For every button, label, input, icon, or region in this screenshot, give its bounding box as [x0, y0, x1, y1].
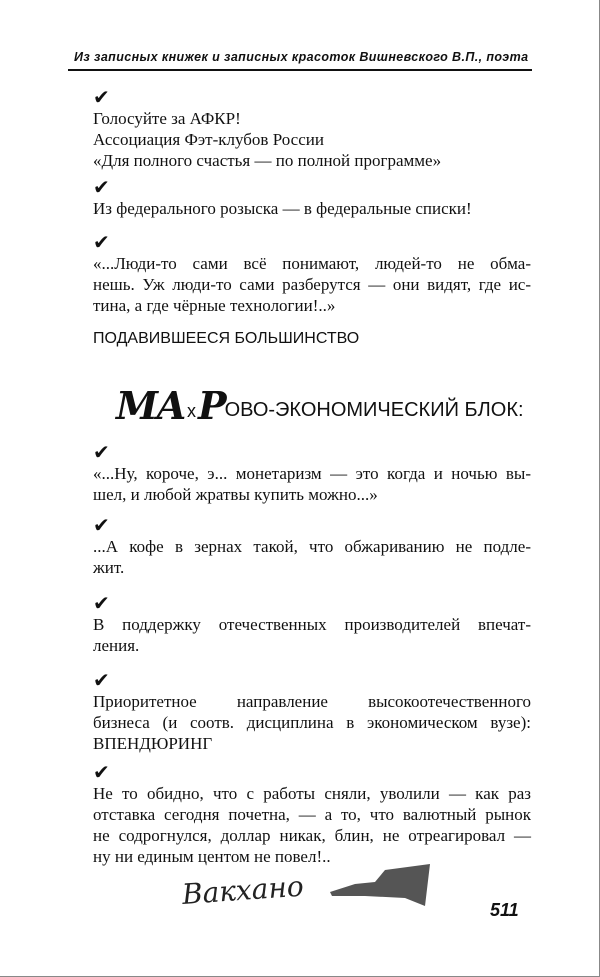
page-number: 511: [490, 900, 519, 920]
text-line: жит.: [93, 558, 125, 577]
logo-script-r: Р: [198, 383, 225, 428]
text-line: ну ни единым центом не повел!..: [93, 847, 331, 866]
text-line: не содрогнулся, доллар никак, блин, не отреагировал —: [93, 826, 531, 845]
entry: [93, 176, 531, 219]
text-line: ления.: [93, 636, 140, 655]
logo-x: х: [187, 401, 197, 421]
text-line: тина, а где чёрные технологии!..»: [93, 296, 336, 315]
svg-text:Вакхано: Вакхано: [180, 869, 305, 912]
header-rule: [68, 69, 532, 71]
checkmark-icon: ✔: [93, 175, 110, 199]
text-line: Приоритетное направление высокоотечественного: [93, 692, 531, 711]
logo-text: ОВО-ЭКОНОМИЧЕСКИЙ БЛОК:: [224, 399, 524, 421]
section-heading: ПОДАВИВШЕЕСЯ БОЛЬШИНСТВО: [93, 330, 360, 347]
checkmark-icon: ✔: [93, 85, 110, 109]
text-line: Голосуйте за АФКР!: [93, 109, 241, 128]
text-line: Ассоциация Фэт-клубов России: [93, 130, 324, 149]
text-line: «...Люди-то сами всё понимают, людей-то не обма-: [93, 254, 531, 273]
entry: [93, 441, 531, 505]
checkmark-icon: ✔: [93, 440, 110, 464]
entry: [93, 669, 531, 754]
entry: [93, 514, 531, 578]
checkmark-icon: ✔: [93, 513, 110, 537]
text-line: «Для полного счастья — по полной программе»: [93, 151, 442, 170]
entry: [93, 592, 531, 656]
checkmark-icon: ✔: [93, 591, 110, 615]
checkmark-icon: ✔: [93, 760, 110, 784]
entry: [93, 86, 531, 171]
text-line: нешь. Уж люди-то сами разберутся — они видят, где ис-: [93, 275, 531, 294]
logo-script-ma: МА: [116, 383, 186, 428]
text-line: В поддержку отечественных производителей впечат-: [93, 615, 531, 634]
text-line: шел, и любой жратвы купить можно...»: [93, 485, 378, 504]
checkmark-icon: ✔: [93, 668, 110, 692]
text-line: ВПЕНДЮРИНГ: [93, 734, 213, 753]
text-line: «...Ну, короче, э... монетаризм — это когда и ночью вы-: [93, 464, 531, 483]
checkmark-icon: ✔: [93, 230, 110, 254]
text-line: отставка сегодня почетна, — а то, что валютный рынок: [93, 805, 531, 824]
text-line: ...А кофе в зернах такой, что обжариванию не подле-: [93, 537, 531, 556]
text-line: Из федерального розыска — в федеральные списки!: [93, 199, 472, 218]
entry: [93, 231, 531, 316]
running-header: Из записных книжек и записных красоток Вишневского В.П., поэта: [74, 50, 529, 64]
text-line: Не то обидно, что с работы сняли, уволили — как раз: [93, 784, 531, 803]
section-logo: [116, 378, 524, 428]
text-line: бизнеса (и соотв. дисциплина в экономическом вузе):: [93, 713, 531, 732]
signature-image: [180, 862, 440, 912]
entry: [93, 761, 531, 867]
